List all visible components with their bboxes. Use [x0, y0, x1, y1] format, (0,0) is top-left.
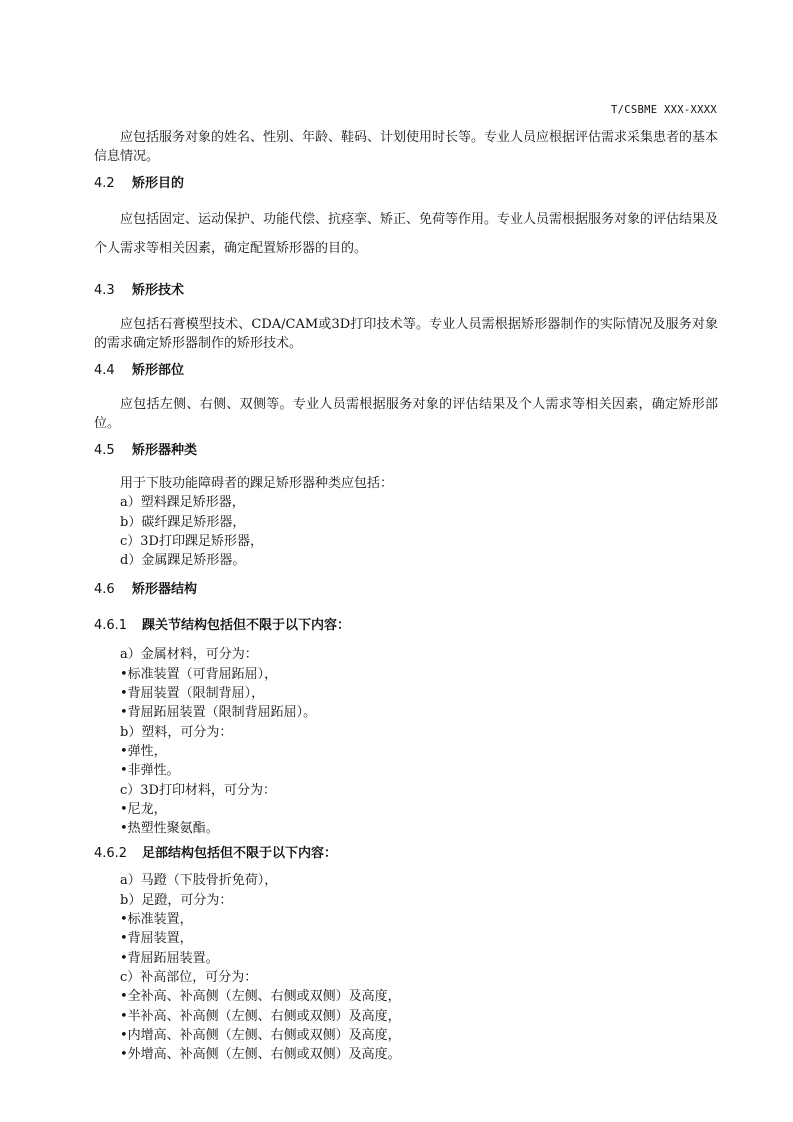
section-4-6-1-heading — [94, 616, 718, 635]
list-item: b）塑料，可分为： — [120, 724, 233, 740]
list-item: a）马蹬（下肢骨折免荷）， — [120, 873, 278, 889]
section-number: 4.4 — [94, 363, 115, 378]
list-item: •外增高、补高侧（左侧、右侧或双侧）及高度。 — [120, 1047, 401, 1063]
section-4-5-list — [94, 474, 718, 570]
section-4-6-1-list — [94, 645, 718, 838]
section-number: 4.6.1 — [94, 618, 128, 634]
list-item: d）金属踝足矫形器。 — [120, 553, 246, 569]
list-item: •标准装置， — [120, 912, 193, 928]
section-title: 足部结构包括但不限于以下内容： — [142, 846, 338, 862]
list-item: •尼龙， — [120, 801, 167, 817]
section-4-4-paragraph: 应包括左侧、右侧、双侧等。专业人员需根据服务对象的评估结果及个人需求等相关因素，确定矫形部位。 — [94, 397, 718, 431]
list-item: •背屈跖屈装置（限制背屈跖屈）。 — [120, 705, 317, 721]
section-title: 矫形器种类 — [132, 443, 198, 458]
section-title: 矫形部位 — [132, 363, 185, 378]
list-item: •热塑性聚氨酯。 — [120, 821, 219, 837]
section-4-2-heading — [94, 174, 718, 193]
section-4-4-heading — [94, 361, 718, 380]
section-4-6-heading — [94, 580, 718, 599]
document-body — [94, 128, 718, 1064]
section-number: 4.3 — [94, 283, 115, 298]
list-item: b）碳纤踝足矫形器， — [120, 514, 246, 530]
list-item: a）金属材料，可分为： — [120, 647, 258, 663]
section-title: 矫形目的 — [132, 176, 185, 191]
list-item: •非弹性。 — [120, 763, 180, 779]
list-item: c）3D打印踝足矫形器， — [120, 533, 263, 549]
document-code: T/CSBME XXX-XXXX — [611, 104, 717, 116]
section-number: 4.5 — [94, 443, 115, 458]
list-item: c）补高部位，可分为： — [120, 969, 258, 985]
section-title: 踝关节结构包括但不限于以下内容： — [142, 618, 351, 634]
list-item: •背屈跖屈装置。 — [120, 950, 219, 966]
section-number: 4.6.2 — [94, 846, 128, 862]
section-4-3-paragraph: 应包括石膏模型技术、CDA/CAM或3D打印技术等。专业人员需根据矫形器制作的实际情况及服务对象的需求确定矫形器制作的矫形技术。 — [94, 317, 718, 351]
list-item: c）3D打印材料，可分为： — [120, 782, 276, 798]
intro-paragraph: 应包括服务对象的姓名、性别、年龄、鞋码、计划使用时长等。专业人员应根据评估需求采集患者的基本信息情况。 — [94, 130, 719, 164]
list-item: a）塑料踝足矫形器， — [120, 495, 245, 511]
section-4-6-2-list — [94, 871, 718, 1064]
section-number: 4.6 — [94, 582, 115, 598]
list-item: •背屈装置， — [120, 931, 193, 947]
list-item: •内增高、补高侧（左侧、右侧或双侧）及高度， — [120, 1027, 401, 1043]
list-item: •全补高、补高侧（左侧、右侧或双侧）及高度， — [120, 989, 401, 1005]
section-title: 矫形器结构 — [132, 582, 198, 598]
section-4-5-heading — [94, 441, 718, 460]
list-item: •背屈装置（限制背屈）， — [120, 686, 265, 702]
section-title: 矫形技术 — [132, 283, 185, 298]
list-item: 用于下肢功能障碍者的踝足矫形器种类应包括： — [120, 476, 394, 491]
list-item: b）足蹬，可分为： — [120, 892, 233, 908]
section-number: 4.2 — [94, 176, 115, 191]
section-4-6-2-heading — [94, 844, 718, 863]
list-item: •弹性， — [120, 743, 167, 759]
section-4-3-heading — [94, 281, 718, 300]
list-item: •半补高、补高侧（左侧、右侧或双侧）及高度， — [120, 1008, 401, 1024]
section-4-2-paragraph: 应包括固定、运动保护、功能代偿、抗痉挛、矫正、免荷等作用。专业人员需根据服务对象的评估结果及个人需求等相关因素，确定配置矫形器的目的。 — [94, 212, 719, 256]
list-item: •标准装置（可背屈跖屈）， — [120, 666, 278, 682]
